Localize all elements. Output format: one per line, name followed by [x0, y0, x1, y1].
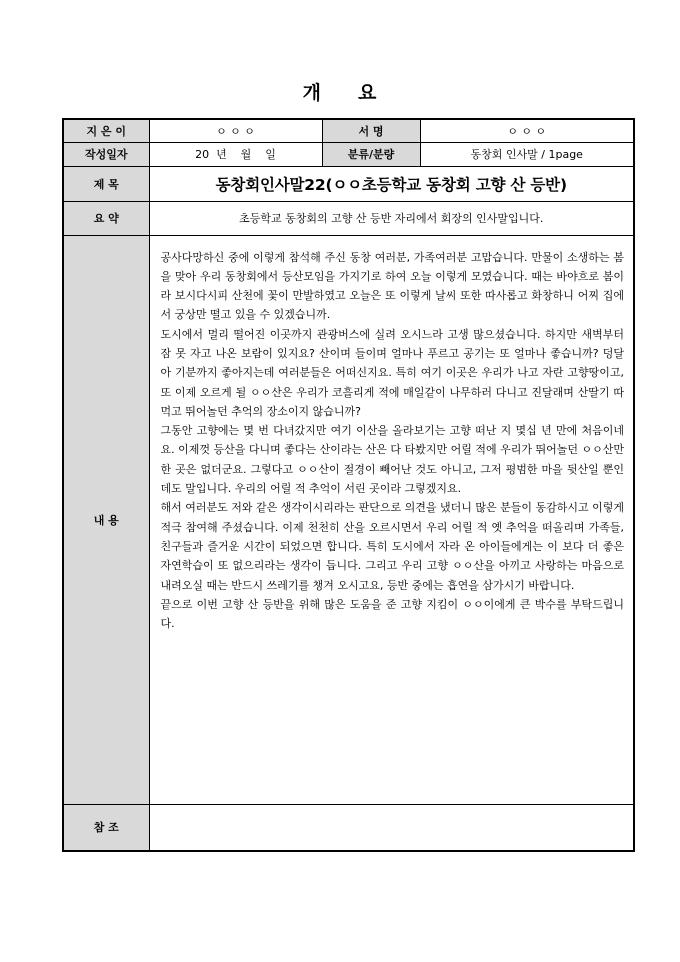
content-paragraph: 끝으로 이번 고향 산 등반을 위해 많은 도움을 준 고향 지킴이 ㅇㅇ이에게 큰 박수를 부탁드립니다.	[160, 597, 624, 631]
category-label: 분류/분량	[322, 142, 420, 166]
signature-label: 서 명	[322, 119, 420, 142]
summary-value: 초등학교 동창회의 고향 산 등반 자리에서 회장의 인사말입니다.	[149, 201, 634, 235]
reference-label: 참 조	[63, 804, 149, 851]
content-label: 내 용	[63, 235, 149, 804]
subject-row	[63, 166, 634, 201]
reference-value	[149, 804, 634, 851]
author-value: ㅇ ㅇ ㅇ	[149, 119, 322, 142]
summary-label: 요 약	[63, 201, 149, 235]
content-paragraph: 도시에서 멀리 떨어진 이곳까지 관광버스에 실려 오시느라 고생 많으셨습니다. 하지만 새벽부터 잠 못 자고 나온 보람이 있지요? 산이며 들이며 얼마나 푸르고 공기는 또 얼마나 좋습니까? 덩달아 기분까지 좋아지는데 여러분들은 어떠신지요. 특히 여기 이곳은 우리가 나고 자란 고향땅이고, 또 이제 오르게 될 ㅇㅇ산은 우리가 코흘리게 적에 매일같이 나무하러 다니고 진달래며 산딸기 따먹고 뛰어놀던 추억의 장소이지 않습니까?	[160, 327, 624, 418]
subject-value: 동창회인사말22(ㅇㅇ초등학교 동창회 고향 산 등반)	[149, 166, 634, 201]
signature-value: ㅇ ㅇ ㅇ	[420, 119, 634, 142]
summary-table	[62, 118, 635, 852]
content-body	[149, 235, 634, 804]
reference-row	[63, 804, 634, 851]
content-paragraph: 해서 여러분도 저와 같은 생각이시리라는 판단으로 의견을 냈더니 많은 분들이 동감하시고 이렇게 적극 참여해 주셨습니다. 이제 천천히 산을 오르시면서 우리 어릴 적 옛 추억을 떠올리며 가족들, 친구들과 즐거운 시간이 되었으면 합니다. 특히 도시에서 자라 온 아이들에게는 이 보다 더 좋은 자연학습이 또 없으리라는 생각이 듭니다. 그리고 우리 고향 ㅇㅇ산을 아끼고 사랑하는 마음으로 내려오실 때는 반드시 쓰레기를 챙겨 오시고요, 등반 중에는 흡연을 삼가시기 바랍니다.	[160, 501, 624, 592]
date-value: 20 년 월 일	[149, 142, 322, 166]
date-row	[63, 142, 634, 166]
content-row	[63, 235, 634, 804]
category-value: 동창회 인사말 / 1page	[420, 142, 634, 166]
content-paragraph: 공사다망하신 중에 이렇게 참석해 주신 동창 여러분, 가족여러분 고맙습니다. 만물이 소생하는 봄을 맞아 우리 동창회에서 등산모임을 가지기로 하여 오늘 이렇게 모였습니다. 때는 바야흐로 봄이라 보시다시피 산천에 꽃이 만발하였고 오늘은 또 이렇게 날씨 또한 따사롭고 화창하니 어찌 집에서 궁상만 떨고 있을 수 있겠습니까.	[160, 250, 624, 322]
summary-row	[63, 201, 634, 235]
author-label: 지 은 이	[63, 119, 149, 142]
subject-label: 제 목	[63, 166, 149, 201]
content-paragraph: 그동안 고향에는 몇 번 다녀갔지만 여기 이산을 올라보기는 고향 떠난 지 몇십 년 만에 처음이네요. 이제껏 등산을 다니며 좋다는 산이라는 산은 다 타봤지만 어릴 적에 우리가 뛰어놀던 ㅇㅇ산만한 곳은 없더군요. 그렇다고 ㅇㅇ산이 절경이 빼어난 것도 아니고, 그저 평범한 마을 뒷산일 뿐인데도 말입니다. 우리의 어릴 적 추억이 서린 곳이라 그렇겠지요.	[160, 424, 624, 496]
page-title-part-1: 개	[302, 82, 322, 104]
author-row	[63, 119, 634, 142]
page-title-part-2: 요	[358, 82, 378, 104]
page-title	[0, 78, 680, 105]
date-label: 작성일자	[63, 142, 149, 166]
